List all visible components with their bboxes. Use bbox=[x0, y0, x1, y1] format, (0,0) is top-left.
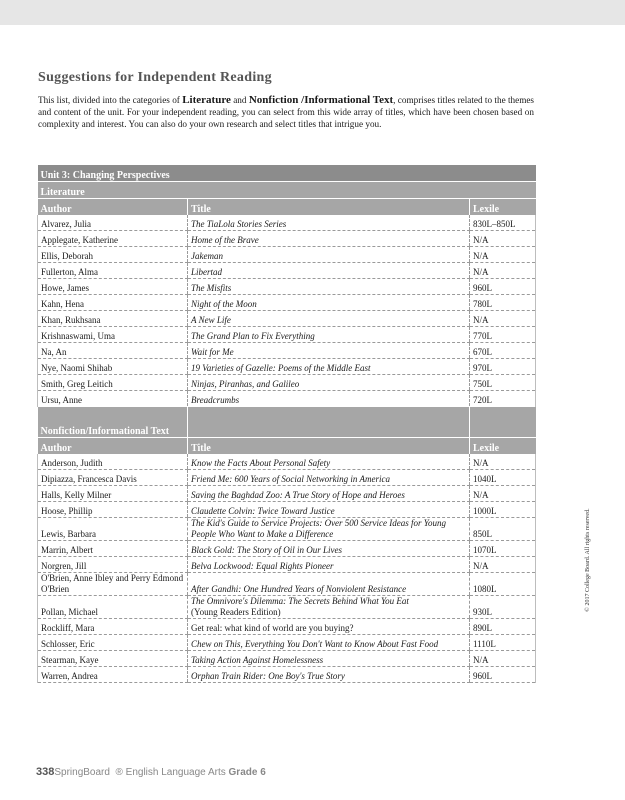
author-cell bbox=[38, 247, 188, 263]
title-cell bbox=[188, 327, 470, 343]
title-cell bbox=[188, 557, 470, 573]
title-cell-text: Night of the Moon bbox=[191, 299, 257, 309]
lexile-cell-text: 1000L bbox=[473, 506, 497, 516]
unit-title: Unit 3: Changing Perspectives bbox=[38, 165, 536, 182]
title-cell bbox=[188, 247, 470, 263]
author-cell bbox=[38, 215, 188, 231]
title-cell bbox=[188, 311, 470, 327]
lexile-cell bbox=[470, 557, 536, 573]
lexile-cell bbox=[470, 263, 536, 279]
lexile-cell-text: 890L bbox=[473, 623, 492, 633]
table-row bbox=[38, 231, 536, 247]
title-cell bbox=[188, 596, 470, 619]
title-cell bbox=[188, 518, 470, 541]
author-cell bbox=[38, 470, 188, 486]
title-cell-text: Breadcrumbs bbox=[191, 395, 240, 405]
author-cell bbox=[38, 486, 188, 502]
lexile-cell bbox=[470, 541, 536, 557]
lexile-cell bbox=[470, 247, 536, 263]
column-header-row bbox=[38, 199, 536, 216]
category-blank-cell bbox=[188, 407, 470, 438]
column-header-author: Author bbox=[38, 199, 188, 216]
lexile-cell bbox=[470, 311, 536, 327]
lexile-cell bbox=[470, 327, 536, 343]
author-cell-text: Ellis, Deborah bbox=[41, 251, 93, 261]
author-cell bbox=[38, 375, 188, 391]
lexile-cell-text: 1080L bbox=[473, 584, 497, 594]
author-cell bbox=[38, 327, 188, 343]
title-cell-text: Jakeman bbox=[191, 251, 223, 261]
title-cell bbox=[188, 375, 470, 391]
title-cell bbox=[188, 295, 470, 311]
table-row bbox=[38, 518, 536, 541]
author-cell-text: Krishnaswami, Uma bbox=[41, 331, 115, 341]
title-cell bbox=[188, 359, 470, 375]
table-row bbox=[38, 502, 536, 518]
intro-and: and bbox=[230, 95, 249, 105]
author-cell bbox=[38, 263, 188, 279]
page-footer bbox=[36, 766, 266, 778]
unit-header-row bbox=[38, 165, 536, 182]
author-cell-text: Hoose, Phillip bbox=[41, 506, 93, 516]
author-cell-text: Schlosser, Eric bbox=[41, 639, 95, 649]
title-cell bbox=[188, 541, 470, 557]
lexile-cell-text: 830L–850L bbox=[473, 219, 516, 229]
lexile-cell-text: N/A bbox=[473, 235, 489, 245]
author-cell bbox=[38, 518, 188, 541]
category-label-nonfiction: Nonfiction/Informational Text bbox=[38, 407, 188, 438]
title-cell-text: Wait for Me bbox=[191, 347, 234, 357]
author-cell-text: Anderson, Judith bbox=[41, 458, 103, 468]
title-cell bbox=[188, 619, 470, 635]
category-row-nonfiction bbox=[38, 407, 536, 438]
lexile-cell bbox=[470, 502, 536, 518]
lexile-cell bbox=[470, 295, 536, 311]
title-cell bbox=[188, 635, 470, 651]
title-cell bbox=[188, 573, 470, 596]
lexile-cell bbox=[470, 231, 536, 247]
lexile-cell-text: 960L bbox=[473, 671, 492, 681]
lexile-cell-text: 720L bbox=[473, 395, 492, 405]
lexile-cell-text: 670L bbox=[473, 347, 492, 357]
title-cell-text: After Gandhi: One Hundred Years of Nonviolent Resistance bbox=[191, 584, 407, 594]
page-heading: Suggestions for Independent Reading bbox=[38, 70, 272, 85]
author-cell bbox=[38, 596, 188, 619]
author-cell-text: Smith, Greg Leitich bbox=[41, 379, 113, 389]
table-row bbox=[38, 667, 536, 683]
title-cell-text: Claudette Colvin: Twice Toward Justice bbox=[191, 506, 335, 516]
table-row bbox=[38, 375, 536, 391]
table-row bbox=[38, 311, 536, 327]
title-cell bbox=[188, 391, 470, 407]
title-edition-text: (Young Readers Edition) bbox=[191, 607, 281, 617]
author-cell-text: Alvarez, Julia bbox=[41, 219, 91, 229]
lexile-cell-text: N/A bbox=[473, 315, 489, 325]
lexile-cell-text: 960L bbox=[473, 283, 492, 293]
lexile-cell bbox=[470, 619, 536, 635]
author-cell bbox=[38, 279, 188, 295]
title-cell bbox=[188, 343, 470, 359]
table-row bbox=[38, 263, 536, 279]
footer-grade: Grade 6 bbox=[228, 767, 266, 778]
title-cell bbox=[188, 454, 470, 470]
lexile-cell bbox=[470, 667, 536, 683]
lexile-cell-text: 1110L bbox=[473, 639, 496, 649]
lexile-cell-text: 1070L bbox=[473, 545, 497, 555]
lexile-cell bbox=[470, 454, 536, 470]
author-cell-text: Howe, James bbox=[41, 283, 89, 293]
title-cell-text: Ninjas, Piranhas, and Galileo bbox=[191, 379, 300, 389]
intro-text-start: This list, divided into the categories of bbox=[38, 95, 183, 105]
column-header-lexile: Lexile bbox=[470, 199, 536, 216]
author-cell bbox=[38, 541, 188, 557]
category-row-literature bbox=[38, 182, 536, 199]
author-cell bbox=[38, 295, 188, 311]
table-row bbox=[38, 619, 536, 635]
lexile-cell-text: 1040L bbox=[473, 474, 497, 484]
author-cell bbox=[38, 667, 188, 683]
footer-series: ® English Language Arts bbox=[115, 767, 226, 778]
intro-literature-term: Literature bbox=[182, 94, 231, 106]
title-cell-text: Get real: what kind of world are you buying? bbox=[191, 623, 354, 633]
title-cell-text: 19 Varieties of Gazelle: Poems of the Middle East bbox=[191, 363, 371, 373]
table-row bbox=[38, 651, 536, 667]
column-header-lexile: Lexile bbox=[470, 438, 536, 455]
author-cell bbox=[38, 311, 188, 327]
author-cell-text: Nye, Naomi Shihab bbox=[41, 363, 113, 373]
author-cell-text: Kahn, Hena bbox=[41, 299, 84, 309]
lexile-cell bbox=[470, 391, 536, 407]
title-cell-text: Home of the Brave bbox=[191, 235, 259, 245]
title-cell-text: Taking Action Against Homelessness bbox=[191, 655, 324, 665]
copyright-notice: © 2017 College Board. All rights reserved. bbox=[585, 508, 591, 612]
lexile-cell bbox=[470, 343, 536, 359]
table-row bbox=[38, 343, 536, 359]
table-row bbox=[38, 359, 536, 375]
lexile-cell-text: 930L bbox=[473, 607, 492, 617]
lexile-cell-text: 780L bbox=[473, 299, 492, 309]
author-cell-text: Applegate, Katherine bbox=[41, 235, 118, 245]
author-cell-text: O'Brien, Anne Ibley and Perry Edmond O'Brien bbox=[41, 573, 184, 594]
author-cell bbox=[38, 343, 188, 359]
author-cell bbox=[38, 557, 188, 573]
intro-text-end: , comprises titles related to the themes and content of the unit. For your independent reading, you can select from this wide array of titles, which have been chosen based on complexity and interest. You can also do your own research and select titles that intrigue you. bbox=[38, 95, 535, 129]
author-cell bbox=[38, 391, 188, 407]
author-cell-text: Ursu, Anne bbox=[41, 395, 82, 405]
author-cell-text: Dipiazza, Francesca Davis bbox=[41, 474, 137, 484]
title-cell bbox=[188, 486, 470, 502]
title-cell-text: Friend Me: 600 Years of Social Networking in America bbox=[191, 474, 390, 484]
author-cell bbox=[38, 231, 188, 247]
table-row bbox=[38, 470, 536, 486]
table-row bbox=[38, 295, 536, 311]
title-cell bbox=[188, 215, 470, 231]
lexile-cell-text: 770L bbox=[473, 331, 492, 341]
nonfiction-rows bbox=[38, 454, 536, 683]
author-cell bbox=[38, 619, 188, 635]
title-cell-text: The Misfits bbox=[191, 283, 232, 293]
title-cell bbox=[188, 470, 470, 486]
title-cell bbox=[188, 231, 470, 247]
title-cell bbox=[188, 263, 470, 279]
lexile-cell-text: N/A bbox=[473, 458, 489, 468]
title-cell bbox=[188, 502, 470, 518]
category-label-literature: Literature bbox=[38, 182, 536, 199]
lexile-cell bbox=[470, 486, 536, 502]
column-header-row bbox=[38, 438, 536, 455]
footer-brand: SpringBoard bbox=[54, 767, 110, 778]
lexile-cell-text: N/A bbox=[473, 655, 489, 665]
category-blank-cell bbox=[470, 407, 536, 438]
author-cell-text: Stearman, Kaye bbox=[41, 655, 99, 665]
table-row bbox=[38, 454, 536, 470]
title-cell-text: Saving the Baghdad Zoo: A True Story of Hope and Heroes bbox=[191, 490, 405, 500]
title-cell-text: Know the Facts About Personal Safety bbox=[191, 458, 331, 468]
author-cell-text: Lewis, Barbara bbox=[41, 529, 96, 539]
author-cell-text: Khan, Rukhsana bbox=[41, 315, 101, 325]
lexile-cell bbox=[470, 470, 536, 486]
title-cell-text: Black Gold: The Story of Oil in Our Lives bbox=[191, 545, 342, 555]
table-row bbox=[38, 486, 536, 502]
title-cell-text: Chew on This, Everything You Don't Want to Know About Fast Food bbox=[191, 639, 439, 649]
title-cell-text: The Grand Plan to Fix Everything bbox=[191, 331, 315, 341]
author-cell-text: Na, An bbox=[41, 347, 67, 357]
lexile-cell-text: N/A bbox=[473, 490, 489, 500]
author-cell bbox=[38, 359, 188, 375]
column-header-author: Author bbox=[38, 438, 188, 455]
page-number: 338 bbox=[36, 766, 55, 778]
author-cell-text: Norgren, Jill bbox=[41, 561, 87, 571]
lexile-cell bbox=[470, 651, 536, 667]
table-row bbox=[38, 215, 536, 231]
title-cell-text: Orphan Train Rider: One Boy's True Story bbox=[191, 671, 345, 681]
table-row bbox=[38, 327, 536, 343]
column-header-title: Title bbox=[188, 438, 470, 455]
table-row bbox=[38, 557, 536, 573]
title-cell bbox=[188, 667, 470, 683]
lexile-cell bbox=[470, 215, 536, 231]
table-row bbox=[38, 635, 536, 651]
author-cell-text: Warren, Andrea bbox=[41, 671, 98, 681]
author-cell bbox=[38, 635, 188, 651]
lexile-cell bbox=[470, 596, 536, 619]
title-cell-text: The Kid's Guide to Service Projects: Over 500 Service Ideas for Young People Who Want to Make a Difference bbox=[191, 518, 446, 539]
title-cell-text: Libertad bbox=[191, 267, 223, 277]
lexile-cell-text: 970L bbox=[473, 363, 492, 373]
title-cell bbox=[188, 651, 470, 667]
title-cell-text: The TiaLola Stories Series bbox=[191, 219, 287, 229]
author-cell-text: Pollan, Michael bbox=[41, 607, 98, 617]
author-cell bbox=[38, 454, 188, 470]
literature-rows bbox=[38, 215, 536, 407]
table-row bbox=[38, 573, 536, 596]
author-cell-text: Rockliff, Mara bbox=[41, 623, 95, 633]
top-band bbox=[0, 0, 625, 25]
lexile-cell-text: N/A bbox=[473, 267, 489, 277]
lexile-cell bbox=[470, 359, 536, 375]
lexile-cell bbox=[470, 375, 536, 391]
intro-nonfiction-term: Nonfiction /Informational Text bbox=[248, 94, 394, 106]
lexile-cell-text: N/A bbox=[473, 251, 489, 261]
author-cell-text: Marrin, Albert bbox=[41, 545, 93, 555]
lexile-cell bbox=[470, 518, 536, 541]
column-header-title: Title bbox=[188, 199, 470, 216]
lexile-cell bbox=[470, 573, 536, 596]
author-cell-text: Halls, Kelly Milner bbox=[41, 490, 112, 500]
reading-list-table bbox=[37, 165, 536, 683]
title-cell bbox=[188, 279, 470, 295]
title-cell-text: The Omnivore's Dilemma: The Secrets Behind What You Eat bbox=[191, 596, 409, 606]
table-row bbox=[38, 596, 536, 619]
table-row bbox=[38, 247, 536, 263]
lexile-cell-text: 850L bbox=[473, 529, 492, 539]
table-row bbox=[38, 391, 536, 407]
author-cell bbox=[38, 502, 188, 518]
lexile-cell-text: 750L bbox=[473, 379, 492, 389]
table-row bbox=[38, 279, 536, 295]
title-cell-text: Belva Lockwood: Equal Rights Pioneer bbox=[191, 561, 334, 571]
author-cell bbox=[38, 651, 188, 667]
author-cell-text: Fullerton, Alma bbox=[41, 267, 98, 277]
title-cell-text: A New Life bbox=[191, 315, 231, 325]
lexile-cell bbox=[470, 635, 536, 651]
lexile-cell-text: N/A bbox=[473, 561, 489, 571]
intro-paragraph bbox=[38, 94, 534, 130]
table-row bbox=[38, 541, 536, 557]
author-cell bbox=[38, 573, 188, 596]
lexile-cell bbox=[470, 279, 536, 295]
